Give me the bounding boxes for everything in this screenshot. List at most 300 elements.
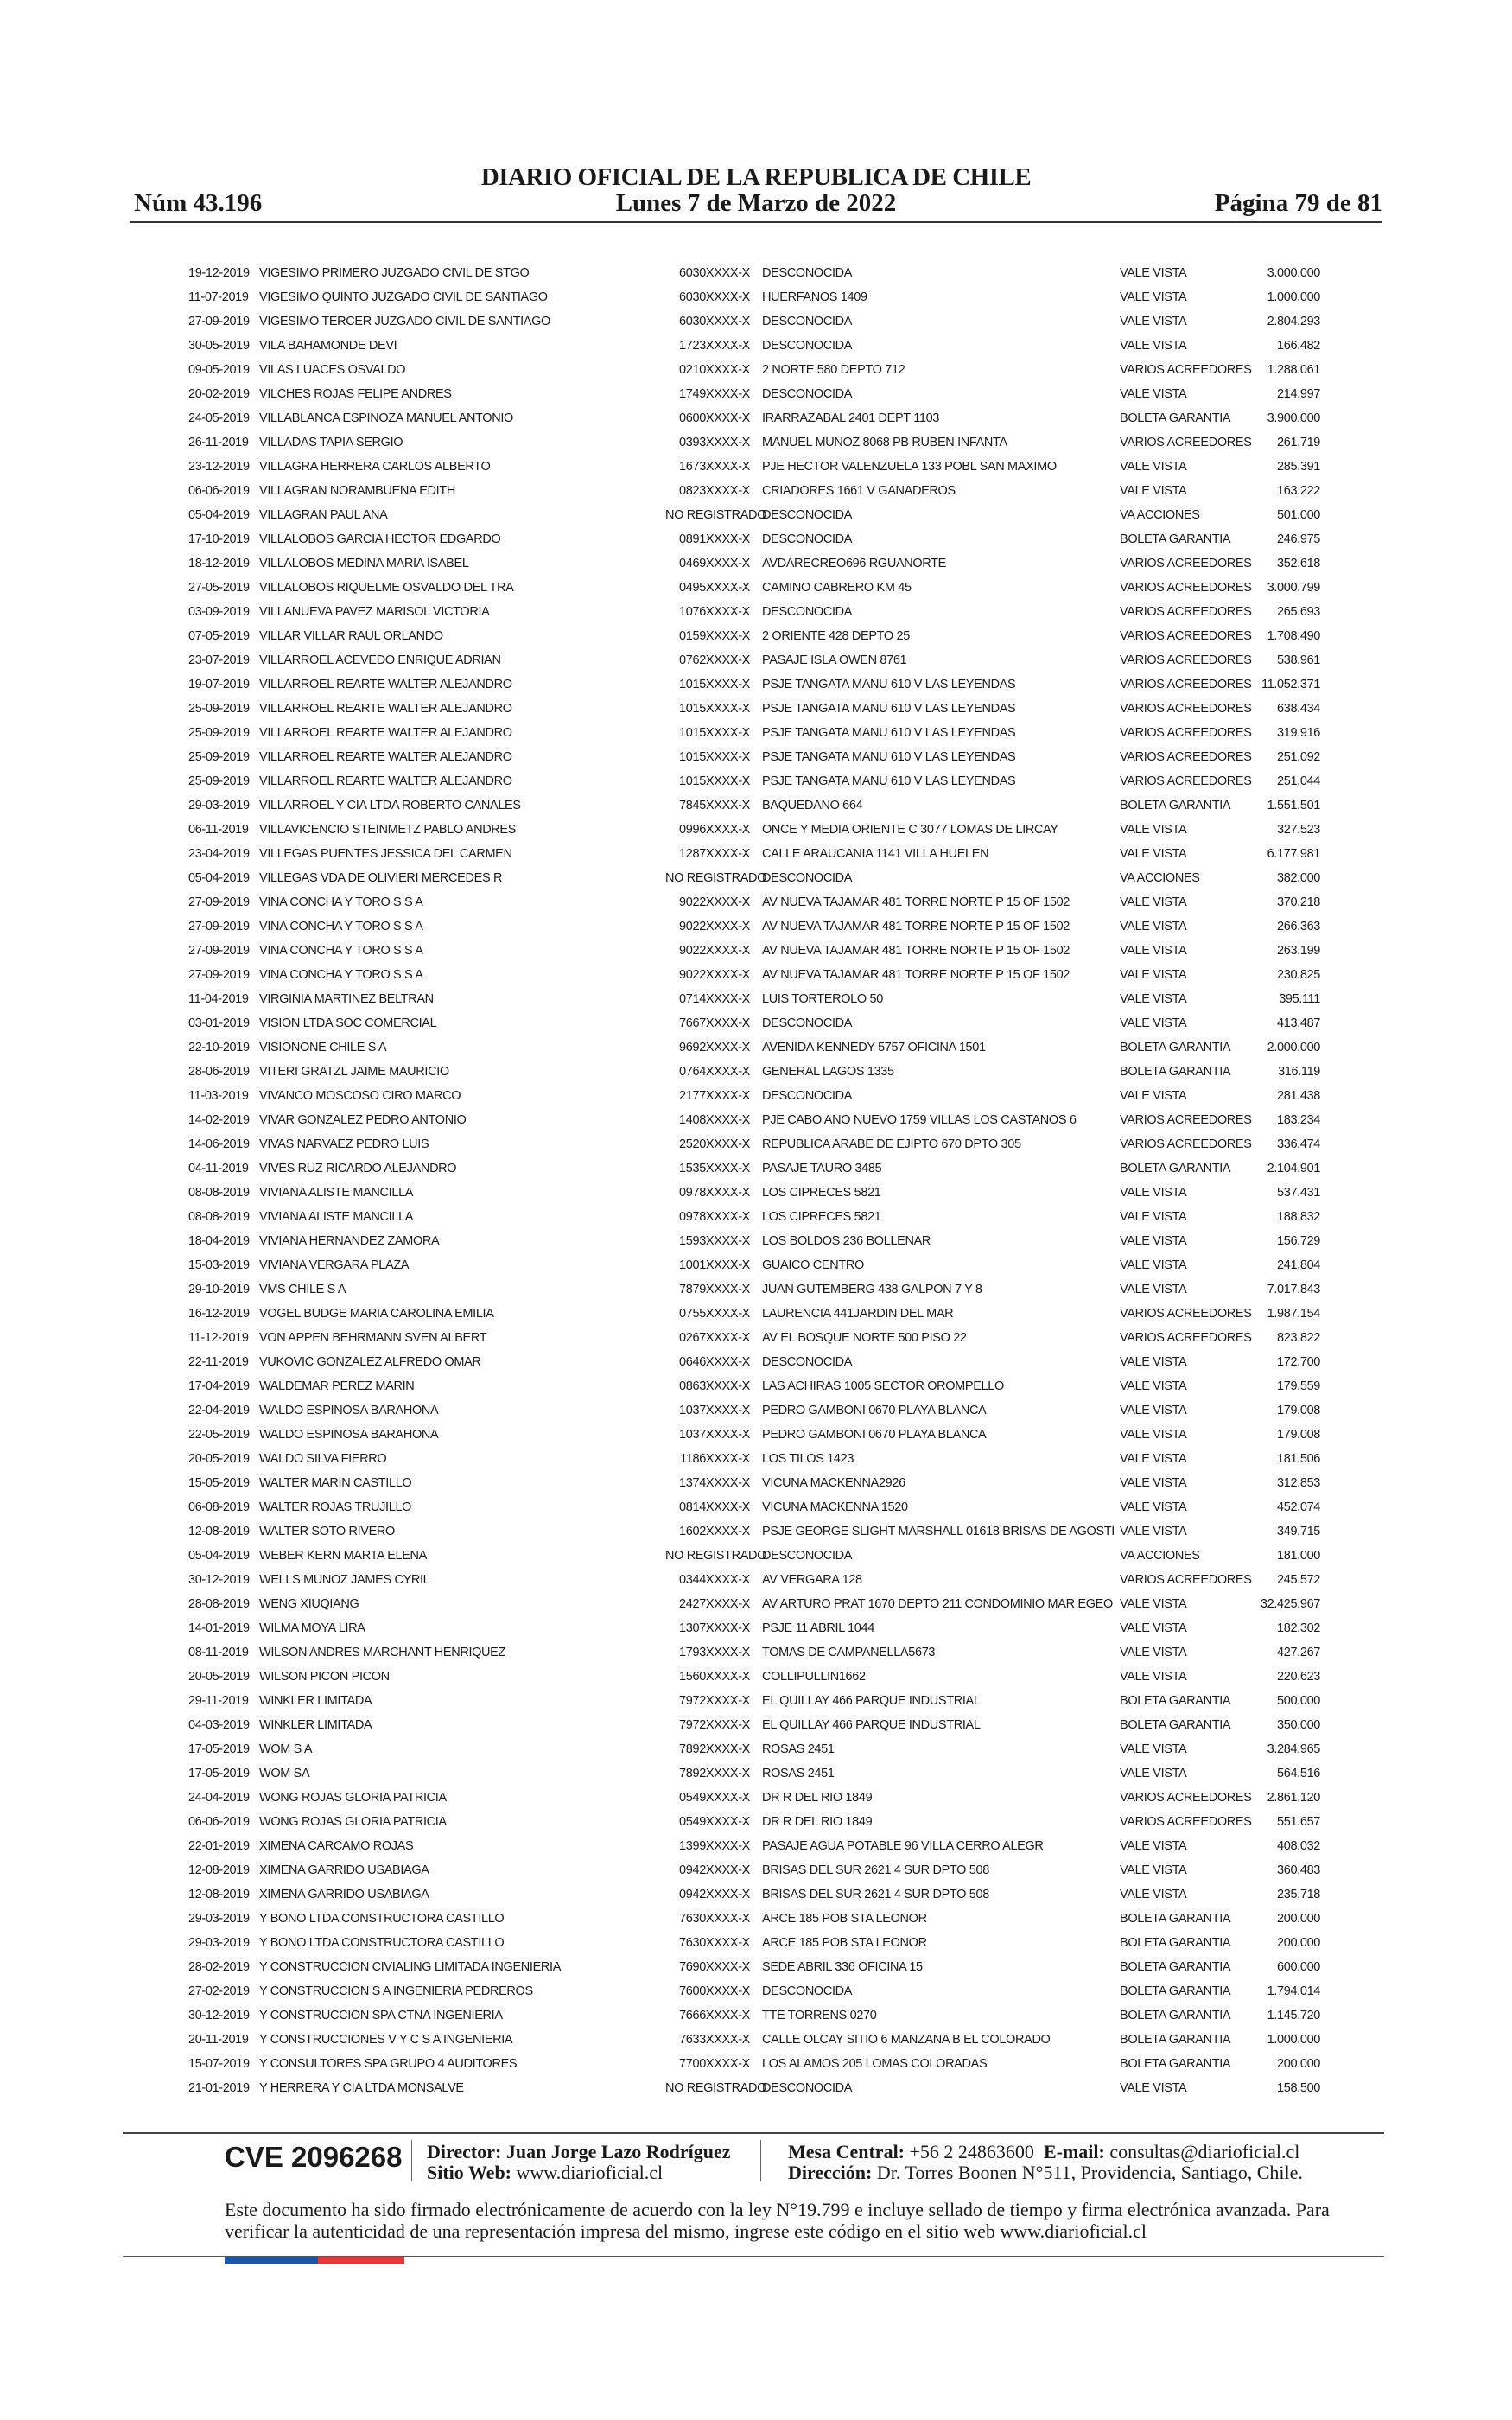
email-link[interactable]: consultas@diarioficial.cl <box>1109 2141 1300 2162</box>
record-rut: 2520XXXX-X <box>679 1137 750 1151</box>
record-amount: 349.715 <box>1277 1525 1320 1538</box>
record-rut: 0344XXXX-X <box>679 1573 750 1587</box>
record-type: BOLETA GARANTIA <box>1120 799 1231 812</box>
record-amount: 266.363 <box>1277 920 1320 933</box>
record-date: 23-04-2019 <box>188 847 250 861</box>
record-amount: 172.700 <box>1277 1355 1320 1369</box>
record-address: DESCONOCIDA <box>762 1089 853 1103</box>
record-name: VIVANCO MOSCOSO CIRO MARCO <box>259 1089 461 1103</box>
table-row <box>0 1398 1512 1423</box>
record-type: BOLETA GARANTIA <box>1120 411 1231 425</box>
record-name: VILLAVICENCIO STEINMETZ PABLO ANDRES <box>259 823 517 837</box>
table-row <box>0 1108 1512 1132</box>
record-amount: 316.119 <box>1278 1065 1320 1079</box>
record-name: WALTER SOTO RIVERO <box>259 1525 395 1538</box>
issue-number: Núm 43.196 <box>134 189 263 217</box>
record-date: 23-12-2019 <box>188 460 250 474</box>
record-rut: 1037XXXX-X <box>679 1404 750 1417</box>
table-row <box>0 1858 1512 1882</box>
record-name: Y BONO LTDA CONSTRUCTORA CASTILLO <box>259 1936 505 1950</box>
record-amount: 158.500 <box>1277 2081 1320 2095</box>
record-address: TOMAS DE CAMPANELLA5673 <box>762 1646 936 1659</box>
record-name: Y BONO LTDA CONSTRUCTORA CASTILLO <box>259 1912 505 1926</box>
record-rut: 9022XXXX-X <box>679 944 750 958</box>
record-rut: 9022XXXX-X <box>679 920 750 933</box>
table-row <box>0 1713 1512 1737</box>
record-address: VICUNA MACKENNA 1520 <box>762 1500 908 1514</box>
record-name: VISIONONE CHILE S A <box>259 1041 387 1054</box>
record-address: EL QUILLAY 466 PARQUE INDUSTRIAL <box>762 1694 981 1708</box>
record-rut: 7630XXXX-X <box>679 1936 750 1950</box>
record-date: 12-08-2019 <box>188 1863 250 1877</box>
record-rut: 7630XXXX-X <box>679 1912 750 1926</box>
record-address: PSJE TANGATA MANU 610 V LAS LEYENDAS <box>762 750 1016 764</box>
record-name: VILLALOBOS MEDINA MARIA ISABEL <box>259 557 469 570</box>
table-row <box>0 963 1512 987</box>
record-amount: 230.825 <box>1277 968 1320 982</box>
record-name: WONG ROJAS GLORIA PATRICIA <box>259 1791 447 1805</box>
record-rut: 0814XXXX-X <box>679 1500 750 1514</box>
record-date: 22-01-2019 <box>188 1839 250 1853</box>
record-rut: 0978XXXX-X <box>679 1210 750 1224</box>
record-type: VALE VISTA <box>1120 1863 1187 1877</box>
record-name: WELLS MUNOZ JAMES CYRIL <box>259 1573 430 1587</box>
record-date: 22-10-2019 <box>188 1041 250 1054</box>
record-type: VALE VISTA <box>1120 1186 1187 1200</box>
record-name: VITERI GRATZL JAIME MAURICIO <box>259 1065 449 1079</box>
record-name: VILLARROEL REARTE WALTER ALEJANDRO <box>259 702 512 716</box>
table-row <box>0 309 1512 334</box>
record-name: VIVIANA VERGARA PLAZA <box>259 1258 410 1272</box>
table-row <box>0 406 1512 430</box>
record-date: 17-05-2019 <box>188 1742 250 1756</box>
record-date: 18-12-2019 <box>188 557 250 570</box>
table-row <box>0 745 1512 769</box>
record-name: WALTER MARIN CASTILLO <box>259 1476 412 1490</box>
record-amount: 261.719 <box>1277 436 1320 449</box>
record-amount: 3.000.799 <box>1267 581 1320 595</box>
address-value: Dr. Torres Boonen N°511, Providencia, Santiago, Chile. <box>876 2162 1303 2183</box>
record-date: 17-05-2019 <box>188 1767 250 1780</box>
record-rut: 9022XXXX-X <box>679 895 750 909</box>
record-amount: 281.438 <box>1277 1089 1320 1103</box>
table-row <box>0 1737 1512 1761</box>
table-row <box>0 624 1512 648</box>
table-row <box>0 1374 1512 1398</box>
record-amount: 1.000.000 <box>1267 2033 1320 2047</box>
record-type: VALE VISTA <box>1120 920 1187 933</box>
record-amount: 427.267 <box>1277 1646 1320 1659</box>
record-rut: 1673XXXX-X <box>679 460 750 474</box>
table-row <box>0 1955 1512 1979</box>
record-date: 20-02-2019 <box>188 387 250 401</box>
record-type: BOLETA GARANTIA <box>1120 1041 1231 1054</box>
record-type: VARIOS ACREEDORES <box>1120 702 1252 716</box>
table-row <box>0 1568 1512 1592</box>
record-type: VALE VISTA <box>1120 1742 1187 1756</box>
record-amount: 263.199 <box>1277 944 1320 958</box>
record-type: VALE VISTA <box>1120 1089 1187 1103</box>
record-date: 14-06-2019 <box>188 1137 250 1151</box>
record-address: AV NUEVA TAJAMAR 481 TORRE NORTE P 15 OF 1502 <box>762 944 1070 958</box>
record-type: VARIOS ACREEDORES <box>1120 1815 1252 1829</box>
record-type: VARIOS ACREEDORES <box>1120 678 1252 691</box>
table-row <box>0 2003 1512 2028</box>
publication-date: Lunes 7 de Marzo de 2022 <box>615 189 897 217</box>
record-rut: 1186XXXX-X <box>680 1452 750 1466</box>
table-row <box>0 1132 1512 1156</box>
record-name: VILLALOBOS GARCIA HECTOR EDGARDO <box>259 532 501 546</box>
record-rut: 9692XXXX-X <box>679 1041 750 1054</box>
record-address: AV NUEVA TAJAMAR 481 TORRE NORTE P 15 OF 1502 <box>762 920 1070 933</box>
record-rut: 1287XXXX-X <box>679 847 750 861</box>
table-row <box>0 285 1512 309</box>
record-date: 11-04-2019 <box>188 992 249 1006</box>
table-row <box>0 1907 1512 1931</box>
record-address: CRIADORES 1661 V GANADEROS <box>762 484 956 498</box>
record-address: DR R DEL RIO 1849 <box>762 1791 873 1805</box>
record-type: VALE VISTA <box>1120 1525 1187 1538</box>
footer-contact-block <box>788 2142 1303 2183</box>
record-amount: 2.104.901 <box>1267 1162 1320 1175</box>
record-type: BOLETA GARANTIA <box>1120 1912 1231 1926</box>
table-row <box>0 1277 1512 1302</box>
record-type: BOLETA GARANTIA <box>1120 1718 1231 1732</box>
record-address: AV ARTURO PRAT 1670 DEPTO 211 CONDOMINIO MAR EGEO <box>762 1597 1113 1611</box>
record-date: 25-09-2019 <box>188 702 250 716</box>
record-amount: 156.729 <box>1277 1234 1320 1248</box>
table-row <box>0 721 1512 745</box>
record-rut: 0823XXXX-X <box>679 484 750 498</box>
record-address: AV NUEVA TAJAMAR 481 TORRE NORTE P 15 OF 1502 <box>762 895 1070 909</box>
record-type: VALE VISTA <box>1120 315 1187 328</box>
record-name: VIVIANA ALISTE MANCILLA <box>259 1186 414 1200</box>
record-rut: 0978XXXX-X <box>679 1186 750 1200</box>
record-amount: 3.900.000 <box>1267 411 1320 425</box>
table-row <box>0 1640 1512 1665</box>
record-amount: 408.032 <box>1277 1839 1320 1853</box>
table-row <box>0 866 1512 890</box>
record-address: JUAN GUTEMBERG 438 GALPON 7 Y 8 <box>762 1283 982 1296</box>
record-type: VALE VISTA <box>1120 1428 1187 1442</box>
record-rut: 1015XXXX-X <box>679 750 750 764</box>
record-rut: 7972XXXX-X <box>679 1718 750 1732</box>
record-amount: 285.391 <box>1277 460 1320 474</box>
site-link[interactable]: www.diarioficial.cl <box>516 2162 664 2183</box>
record-date: 27-09-2019 <box>188 944 250 958</box>
record-rut: 0942XXXX-X <box>679 1863 750 1877</box>
record-type: BOLETA GARANTIA <box>1120 1065 1231 1079</box>
record-name: VINA CONCHA Y TORO S S A <box>259 944 423 958</box>
record-date: 05-04-2019 <box>188 871 250 885</box>
record-rut: 9022XXXX-X <box>679 968 750 982</box>
record-address: GENERAL LAGOS 1335 <box>762 1065 894 1079</box>
record-type: VALE VISTA <box>1120 387 1187 401</box>
record-type: BOLETA GARANTIA <box>1120 2033 1231 2047</box>
table-row <box>0 1060 1512 1084</box>
record-rut: 0549XXXX-X <box>679 1815 750 1829</box>
record-amount: 1.987.154 <box>1267 1307 1320 1321</box>
table-row <box>0 430 1512 455</box>
record-date: 24-05-2019 <box>188 411 250 425</box>
record-address: IRARRAZABAL 2401 DEPT 1103 <box>762 411 940 425</box>
record-type: VALE VISTA <box>1120 1621 1187 1635</box>
record-date: 09-05-2019 <box>188 363 250 377</box>
table-row <box>0 1447 1512 1471</box>
record-type: VALE VISTA <box>1120 484 1187 498</box>
record-type: VA ACCIONES <box>1120 508 1200 522</box>
record-amount: 245.572 <box>1277 1573 1320 1587</box>
record-date: 27-09-2019 <box>188 315 250 328</box>
record-amount: 501.000 <box>1277 508 1320 522</box>
legal-notice: Este documento ha sido firmado electrónicamente de acuerdo con la ley N°19.799 e incluye sellado de tiempo y firma electrónica avanzada. Para verificar la autenticidad de una representación impresa del mismo, ingrese este código en el sitio web www.diarioficial.cl <box>225 2199 1330 2242</box>
record-address: SEDE ABRIL 336 OFICINA 15 <box>762 1960 923 1974</box>
table-row <box>0 1423 1512 1447</box>
record-date: 20-05-2019 <box>188 1670 250 1684</box>
record-type: VARIOS ACREEDORES <box>1120 363 1252 377</box>
record-date: 05-04-2019 <box>188 508 250 522</box>
table-row <box>0 1810 1512 1834</box>
address-label: Dirección: <box>788 2162 873 2183</box>
record-address: 2 NORTE 580 DEPTO 712 <box>762 363 905 377</box>
record-amount: 551.657 <box>1277 1815 1320 1829</box>
record-address: PEDRO GAMBONI 0670 PLAYA BLANCA <box>762 1428 987 1442</box>
record-date: 15-03-2019 <box>188 1258 250 1272</box>
record-name: VILLARROEL REARTE WALTER ALEJANDRO <box>259 678 512 691</box>
record-type: VALE VISTA <box>1120 1283 1187 1296</box>
record-amount: 327.523 <box>1277 823 1320 837</box>
record-rut: 1076XXXX-X <box>679 605 750 619</box>
record-name: Y CONSTRUCCION CIVIALING LIMITADA INGENIERIA <box>259 1960 562 1974</box>
record-rut: 0159XXXX-X <box>679 629 750 643</box>
record-amount: 182.302 <box>1277 1621 1320 1635</box>
record-type: VA ACCIONES <box>1120 1549 1200 1563</box>
site-label: Sitio Web: <box>427 2162 512 2183</box>
record-address: TTE TORRENS 0270 <box>762 2009 877 2022</box>
record-name: XIMENA GARRIDO USABIAGA <box>259 1863 429 1877</box>
record-name: VILLAGRAN PAUL ANA <box>259 508 388 522</box>
page-indicator: Página 79 de 81 <box>1214 189 1382 217</box>
record-type: VALE VISTA <box>1120 823 1187 837</box>
record-date: 27-05-2019 <box>188 581 250 595</box>
record-amount: 181.000 <box>1277 1549 1320 1563</box>
record-name: WALDEMAR PEREZ MARIN <box>259 1379 415 1393</box>
record-date: 14-02-2019 <box>188 1113 250 1127</box>
record-amount: 336.474 <box>1277 1137 1320 1151</box>
record-address: PSJE 11 ABRIL 1044 <box>762 1621 874 1635</box>
record-amount: 1.000.000 <box>1267 290 1320 304</box>
table-row <box>0 1011 1512 1035</box>
record-amount: 188.832 <box>1277 1210 1320 1224</box>
record-address: DESCONOCIDA <box>762 387 853 401</box>
record-address: VICUNA MACKENNA2926 <box>762 1476 905 1490</box>
record-address: DR R DEL RIO 1849 <box>762 1815 873 1829</box>
record-type: BOLETA GARANTIA <box>1120 1960 1231 1974</box>
footer-divider-top <box>123 2132 1384 2134</box>
record-rut: 0714XXXX-X <box>679 992 750 1006</box>
record-address: AVENIDA KENNEDY 5757 OFICINA 1501 <box>762 1041 986 1054</box>
record-name: VILLAGRA HERRERA CARLOS ALBERTO <box>259 460 491 474</box>
record-rut: 7633XXXX-X <box>679 2033 750 2047</box>
mesa-label: Mesa Central: <box>788 2141 905 2162</box>
record-date: 08-08-2019 <box>188 1186 250 1200</box>
table-row <box>0 1181 1512 1205</box>
record-amount: 11.052.371 <box>1261 678 1320 691</box>
publication-title: DIARIO OFICIAL DE LA REPUBLICA DE CHILE <box>480 163 1032 191</box>
record-type: VARIOS ACREEDORES <box>1120 436 1252 449</box>
record-name: VILA BAHAMONDE DEVI <box>259 339 397 353</box>
record-rut: 6030XXXX-X <box>679 266 750 280</box>
record-name: VIVAR GONZALEZ PEDRO ANTONIO <box>259 1113 467 1127</box>
record-name: VIGESIMO QUINTO JUZGADO CIVIL DE SANTIAGO <box>259 290 548 304</box>
record-type: VARIOS ACREEDORES <box>1120 1307 1252 1321</box>
record-type: VALE VISTA <box>1120 2081 1187 2095</box>
record-address: DESCONOCIDA <box>762 1016 853 1030</box>
record-rut: 1793XXXX-X <box>679 1646 750 1659</box>
record-rut: 6030XXXX-X <box>679 290 750 304</box>
record-date: 12-08-2019 <box>188 1525 250 1538</box>
record-rut: 7667XXXX-X <box>679 1016 750 1030</box>
record-address: AV EL BOSQUE NORTE 500 PISO 22 <box>762 1331 967 1345</box>
record-date: 17-10-2019 <box>188 532 250 546</box>
record-date: 07-05-2019 <box>188 629 250 643</box>
record-type: VALE VISTA <box>1120 1404 1187 1417</box>
record-rut: 1015XXXX-X <box>679 678 750 691</box>
record-name: XIMENA CARCAMO ROJAS <box>259 1839 414 1853</box>
record-rut: 7690XXXX-X <box>679 1960 750 1974</box>
record-name: Y CONSTRUCCIONES V Y C S A INGENIERIA <box>259 2033 513 2047</box>
record-rut: NO REGISTRADO <box>665 2081 767 2095</box>
table-row <box>0 1326 1512 1350</box>
record-name: WILSON PICON PICON <box>259 1670 390 1684</box>
record-rut: 7972XXXX-X <box>679 1694 750 1708</box>
record-name: Y CONSULTORES SPA GRUPO 4 AUDITORES <box>259 2057 518 2071</box>
record-address: MANUEL MUNOZ 8068 PB RUBEN INFANTA <box>762 436 1007 449</box>
record-date: 21-01-2019 <box>188 2081 250 2095</box>
record-address: DESCONOCIDA <box>762 315 853 328</box>
record-name: VOGEL BUDGE MARIA CAROLINA EMILIA <box>259 1307 494 1321</box>
record-date: 06-06-2019 <box>188 484 250 498</box>
record-type: VALE VISTA <box>1120 1767 1187 1780</box>
record-name: WONG ROJAS GLORIA PATRICIA <box>259 1815 447 1829</box>
table-row <box>0 1979 1512 2003</box>
record-amount: 179.008 <box>1277 1404 1320 1417</box>
record-date: 19-07-2019 <box>188 678 250 691</box>
record-type: VALE VISTA <box>1120 1888 1187 1901</box>
record-date: 18-04-2019 <box>188 1234 250 1248</box>
record-name: VILCHES ROJAS FELIPE ANDRES <box>259 387 452 401</box>
record-name: VILLABLANCA ESPINOZA MANUEL ANTONIO <box>259 411 513 425</box>
record-address: PASAJE AGUA POTABLE 96 VILLA CERRO ALEGR <box>762 1839 1044 1853</box>
record-type: VARIOS ACREEDORES <box>1120 581 1252 595</box>
record-rut: NO REGISTRADO <box>665 1549 767 1563</box>
record-date: 25-09-2019 <box>188 726 250 740</box>
record-type: VALE VISTA <box>1120 1234 1187 1248</box>
record-type: BOLETA GARANTIA <box>1120 1936 1231 1950</box>
record-address: PSJE TANGATA MANU 610 V LAS LEYENDAS <box>762 702 1016 716</box>
table-row <box>0 939 1512 963</box>
record-rut: 7892XXXX-X <box>679 1742 750 1756</box>
record-date: 27-09-2019 <box>188 968 250 982</box>
cve-code: CVE 2096268 <box>225 2141 403 2173</box>
record-type: VARIOS ACREEDORES <box>1120 629 1252 643</box>
record-date: 27-09-2019 <box>188 895 250 909</box>
record-address: PJE CABO ANO NUEVO 1759 VILLAS LOS CASTANOS 6 <box>762 1113 1077 1127</box>
record-type: BOLETA GARANTIA <box>1120 2009 1231 2022</box>
record-address: LAS ACHIRAS 1005 SECTOR OROMPELLO <box>762 1379 1004 1393</box>
record-rut: 7666XXXX-X <box>679 2009 750 2022</box>
record-rut: 0764XXXX-X <box>679 1065 750 1079</box>
table-row <box>0 1471 1512 1495</box>
record-amount: 200.000 <box>1277 1936 1320 1950</box>
record-address: BAQUEDANO 664 <box>762 799 863 812</box>
record-amount: 3.284.965 <box>1267 1742 1320 1756</box>
record-amount: 2.861.120 <box>1267 1791 1320 1805</box>
table-row <box>0 914 1512 939</box>
record-date: 11-12-2019 <box>188 1331 249 1345</box>
record-name: VILLANUEVA PAVEZ MARISOL VICTORIA <box>259 605 490 619</box>
record-date: 03-09-2019 <box>188 605 250 619</box>
record-rut: 1408XXXX-X <box>679 1113 750 1127</box>
record-name: WALDO SILVA FIERRO <box>259 1452 387 1466</box>
record-address: DESCONOCIDA <box>762 605 853 619</box>
record-type: VARIOS ACREEDORES <box>1120 605 1252 619</box>
table-row <box>0 1544 1512 1568</box>
table-row <box>0 503 1512 527</box>
record-date: 05-04-2019 <box>188 1549 250 1563</box>
table-row <box>0 769 1512 793</box>
table-row <box>0 1084 1512 1108</box>
record-date: 06-11-2019 <box>188 823 249 837</box>
record-type: VALE VISTA <box>1120 1597 1187 1611</box>
table-row <box>0 1882 1512 1907</box>
record-name: WOM S A <box>259 1742 313 1756</box>
table-row <box>0 455 1512 479</box>
record-amount: 241.804 <box>1277 1258 1320 1272</box>
record-amount: 564.516 <box>1277 1767 1320 1780</box>
record-address: DESCONOCIDA <box>762 871 853 885</box>
record-date: 20-11-2019 <box>188 2033 249 2047</box>
record-name: VILAS LUACES OSVALDO <box>259 363 406 377</box>
record-type: VALE VISTA <box>1120 968 1187 982</box>
record-rut: 0393XXXX-X <box>679 436 750 449</box>
record-amount: 166.482 <box>1277 339 1320 353</box>
record-amount: 179.559 <box>1277 1379 1320 1393</box>
header-divider <box>130 221 1382 223</box>
record-type: VALE VISTA <box>1120 1258 1187 1272</box>
table-row <box>0 1616 1512 1640</box>
record-amount: 319.916 <box>1277 726 1320 740</box>
record-rut: 7700XXXX-X <box>679 2057 750 2071</box>
table-row <box>0 1205 1512 1229</box>
record-name: WALDO ESPINOSA BARAHONA <box>259 1404 439 1417</box>
flag-bar-blue <box>225 2257 318 2264</box>
record-type: VALE VISTA <box>1120 992 1187 1006</box>
record-type: VARIOS ACREEDORES <box>1120 1137 1252 1151</box>
table-row <box>0 987 1512 1011</box>
record-date: 29-11-2019 <box>188 1694 249 1708</box>
table-row <box>0 1156 1512 1181</box>
record-name: VILLEGAS PUENTES JESSICA DEL CARMEN <box>259 847 512 861</box>
record-rut: 0942XXXX-X <box>679 1888 750 1901</box>
record-name: VMS CHILE S A <box>259 1283 346 1296</box>
record-amount: 382.000 <box>1277 871 1320 885</box>
record-name: Y HERRERA Y CIA LTDA MONSALVE <box>259 2081 464 2095</box>
record-rut: NO REGISTRADO <box>665 508 767 522</box>
record-address: BRISAS DEL SUR 2621 4 SUR DPTO 508 <box>762 1863 989 1877</box>
record-address: DESCONOCIDA <box>762 339 853 353</box>
record-amount: 7.017.843 <box>1267 1283 1320 1296</box>
